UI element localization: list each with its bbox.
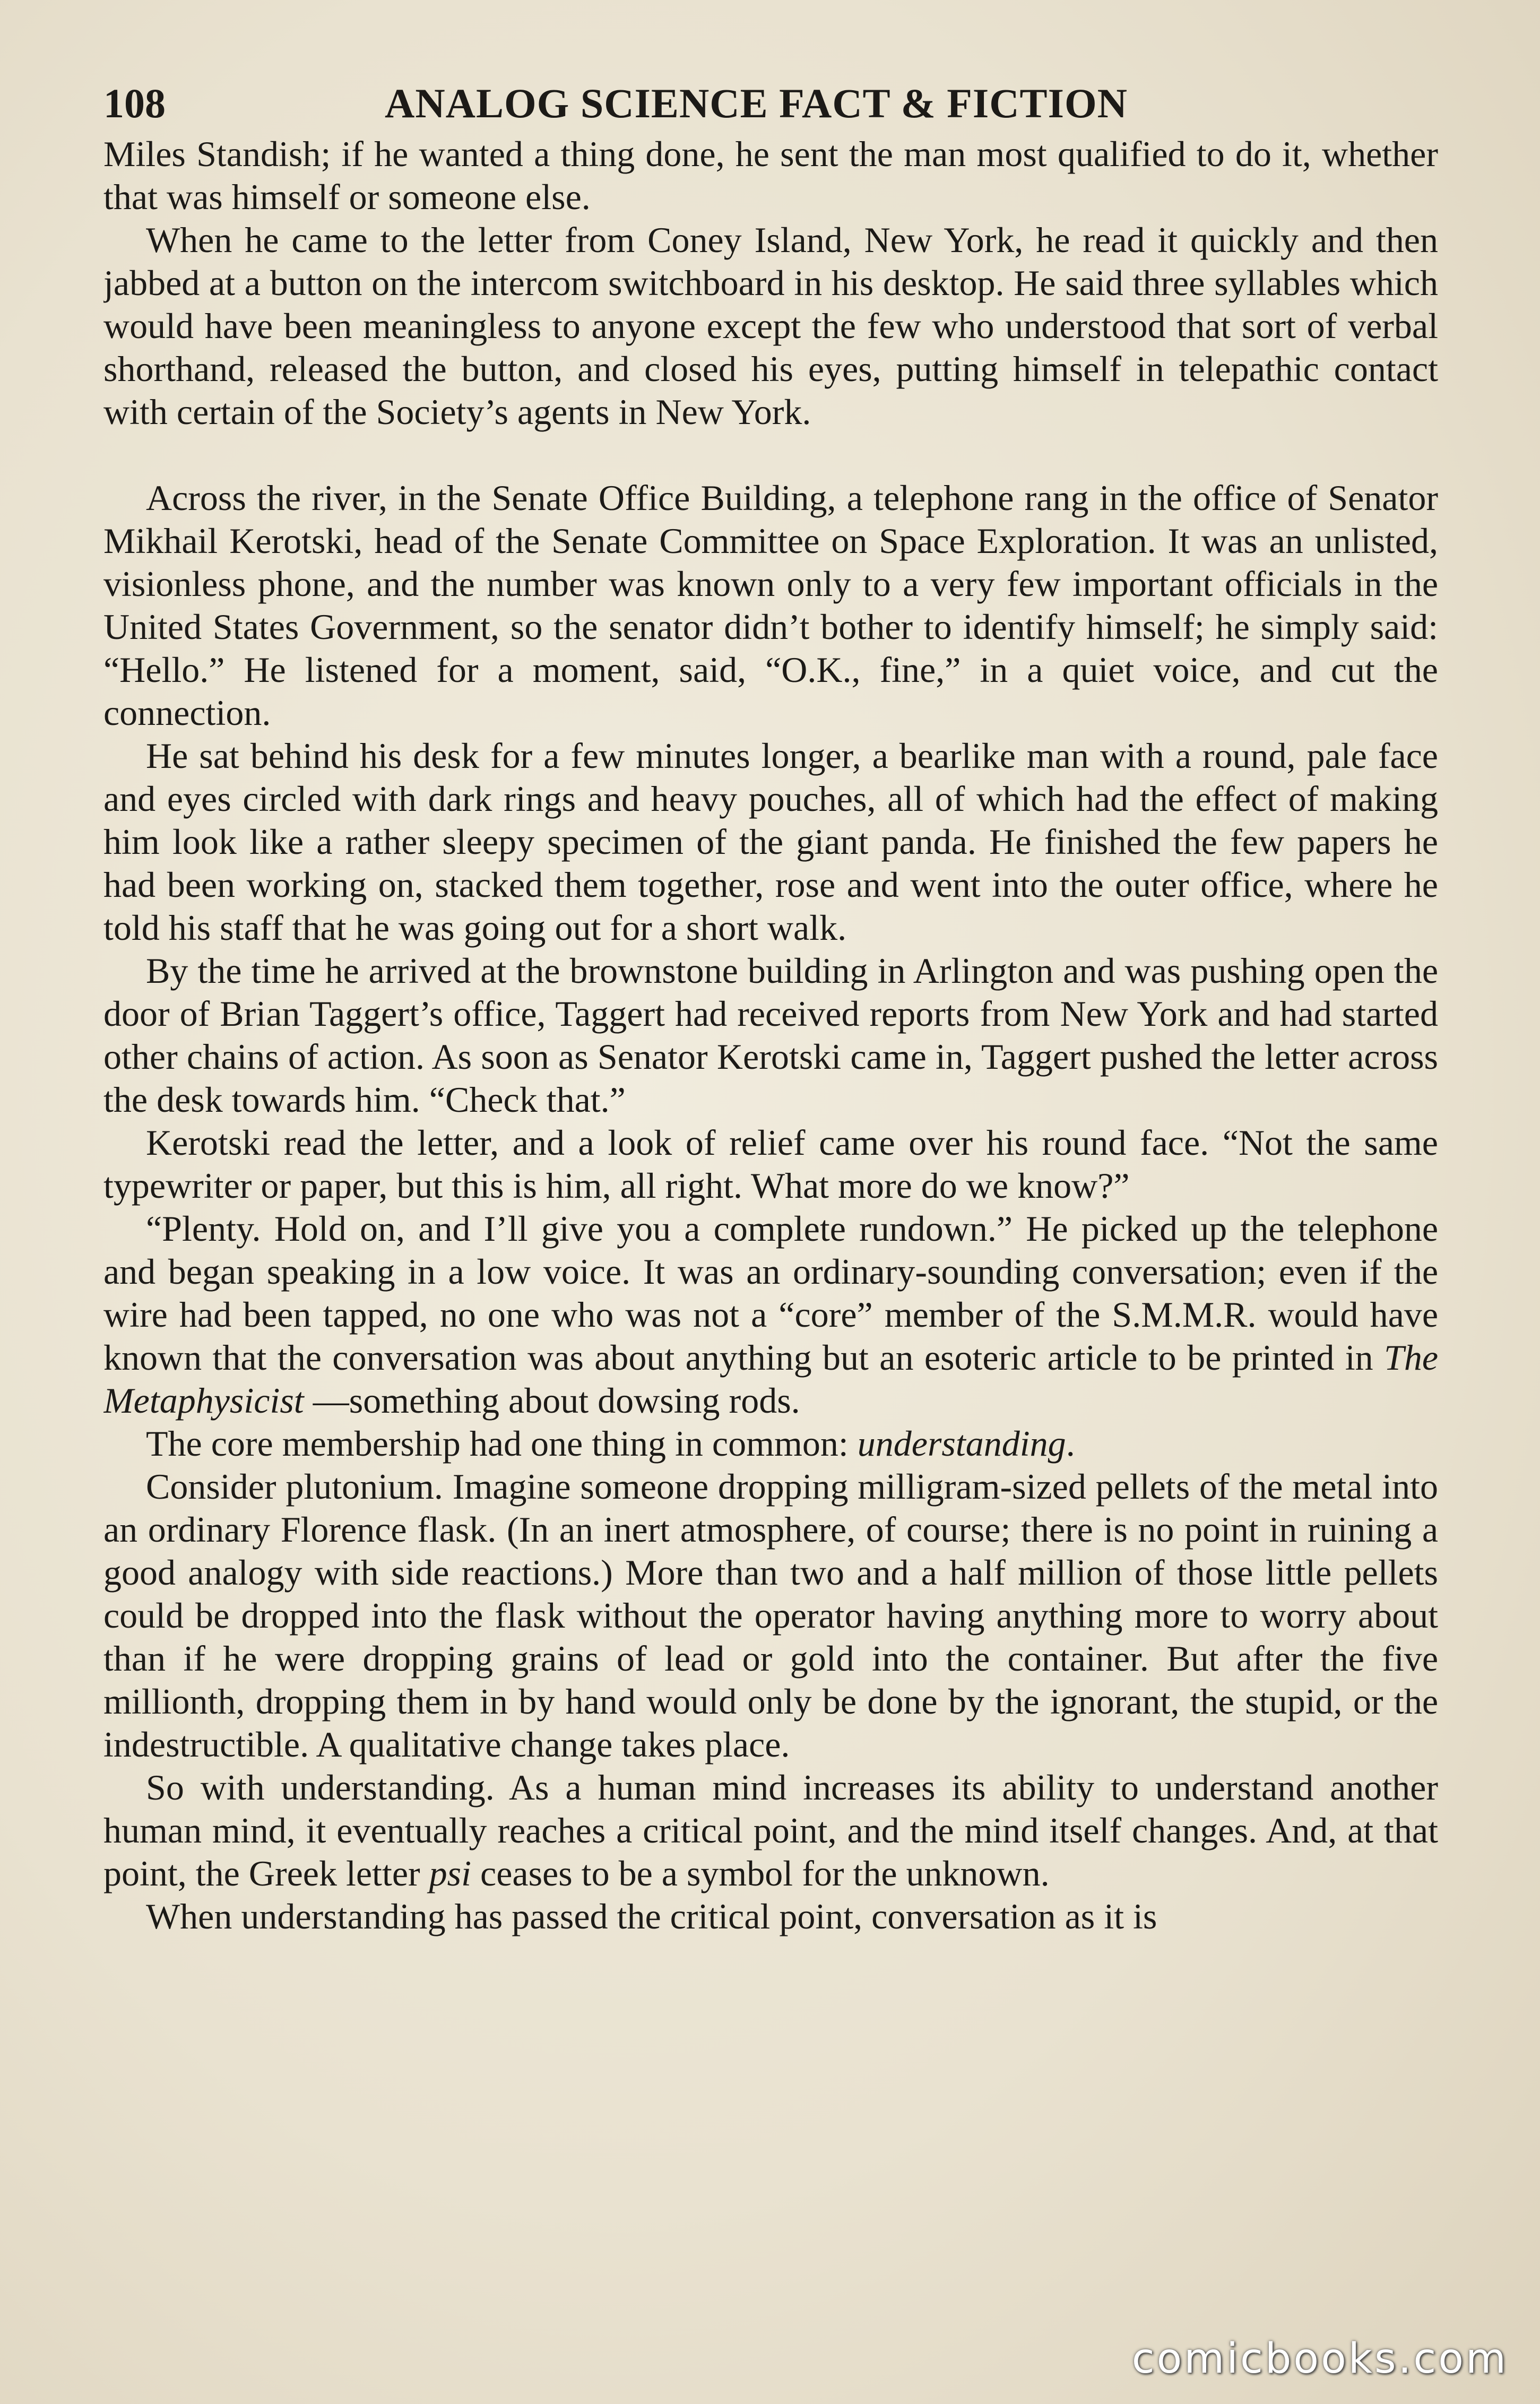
- paragraph: Kerotski read the letter, and a look of relief came over his round face. “Not the same typewriter or paper, but this is him, all right. What more do we know?”: [103, 1122, 1438, 1206]
- page-number: 108: [103, 80, 166, 126]
- paragraph: He sat behind his desk for a few minutes longer, a bearlike man with a round, pale face and eyes circled with dark rings and heavy pouches, all of which had the effect of making him look like a rather sleepy specimen of the giant panda. He finished the few papers he had been working on, stacked them together, rose and went into the outer office, where he told his staff that he was going out for a short walk.: [103, 736, 1438, 948]
- paragraph: Consider plutonium. Imagine someone dropping milligram-sized pellets of the metal into an ordinary Florence flask. (In an inert atmosphere, of course; there is no point in ruining a good analogy with side reactions.) More than two and a half million of those little pellets could be dropped into the flask without the operator having anything more to worry about than if he were dropping grains of lead or gold into the container. But after the five millionth, dropping them in by hand would only be done by the ignorant, the stupid, or the indestructible. A qualitative change takes place.: [103, 1466, 1438, 1765]
- watermark: comicbooks.com: [1131, 2335, 1508, 2383]
- book-page: [103, 74, 1438, 2351]
- paragraph: “Plenty. Hold on, and I’ll give you a complete rundown.” He picked up the telephone and began speaking in a low voice. It was an ordinary-sounding conversation; even if the wire had been tapped, no one who was not a “core” member of the S.M.M.R. would have known that the conversation was about anything but an esoteric article to be printed in The Metaphysicist —something about dowsing rods.: [103, 1208, 1438, 1421]
- italic-emphasis: psi: [429, 1853, 472, 1893]
- running-head: [103, 74, 1438, 133]
- paragraph: The core membership had one thing in common: understanding.: [146, 1423, 1075, 1464]
- paragraph: Miles Standish; if he wanted a thing done, he sent the man most qualified to do it, whether that was himself or someone else.: [103, 134, 1438, 217]
- paragraph: By the time he arrived at the brownstone building in Arlington and was pushing open the door of Brian Taggert’s office, Taggert had received reports from New York and had started other chains of action. As soon as Senator Kerotski came in, Taggert pushed the letter across the desk towards him. “Check that.”: [103, 950, 1438, 1120]
- magazine-title: ANALOG SCIENCE FACT & FICTION: [385, 80, 1128, 126]
- paragraph: Across the river, in the Senate Office Building, a telephone rang in the office of Senator Mikhail Kerotski, head of the Senate Committee on Space Exploration. It was an unlisted, visionless phone, and the number was known only to a very few important officials in the United States Government, so the senator didn’t bother to identify himself; he simply said: “Hello.” He listened for a moment, said, “O.K., fine,” in a quiet voice, and cut the connection.: [103, 478, 1438, 733]
- body-text: [103, 133, 1438, 1938]
- italic-emphasis: understanding: [857, 1423, 1066, 1464]
- paragraph: So with understanding. As a human mind increases its ability to understand another human mind, it eventually reaches a critical point, and the mind itself changes. And, at that point, the Greek letter psi ceases to be a symbol for the unknown.: [103, 1767, 1438, 1893]
- italic-title: The Metaphysicist: [103, 1337, 1438, 1421]
- paragraph: When understanding has passed the critical point, conversation as it is: [146, 1896, 1157, 1936]
- paragraph: When he came to the letter from Coney Island, New York, he read it quickly and then jabbed at a button on the intercom switchboard in his desktop. He said three syllables which would have been meaningless to anyone except the few who understood that sort of verbal shorthand, released the button, and closed his eyes, putting himself in telepathic contact with certain of the Society’s agents in New York.: [103, 220, 1438, 432]
